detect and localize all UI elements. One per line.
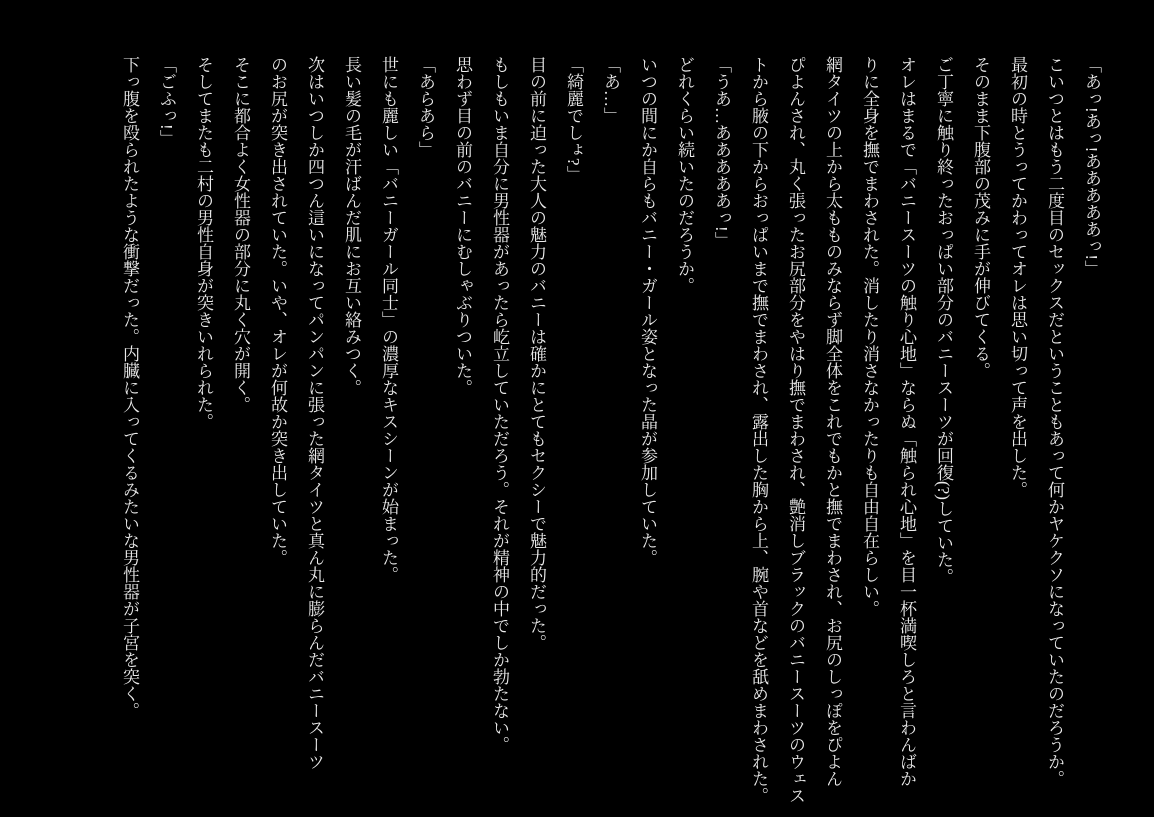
text-line: 目の前に迫った大人の魅力のバニーは確かにとてもセクシーで魅力的だった。	[527, 56, 546, 651]
text-line: 網タイツの上から太もものみならず脚全体をこれでもかと撫でまわされ、お尻のしっぽをぴよん	[823, 56, 842, 787]
text-line: そこに都合よく女性器の部分に丸く穴が開く。	[231, 56, 250, 413]
text-line: どれくらい続いたのだろうか。	[675, 56, 694, 294]
text-line: トから腋の下からおっぱいまで撫でまわされ、露出した胸から上、腕や首などを舐めまわされた。	[749, 56, 768, 804]
text-line: ご丁寧に触り終ったおっぱい部分のバニースーツが回復(?)していた。	[934, 56, 953, 585]
text-line: 「うあ…あああああっ!」	[712, 56, 731, 249]
text-line: オレはまるで「バニースーツの触り心地」ならぬ「触られ心地」を目一杯満喫しろと言わんばか	[897, 56, 916, 787]
text-line: 長い髪の毛が汗ばんだ肌にお互い絡みつく。	[342, 56, 361, 396]
text-line: 次はいつしか四つん這いになってパンパンに張った網タイツと真ん丸に膨らんだバニースーツ	[305, 56, 324, 770]
text-line: 「あっ!あっ!あああああっ!」	[1082, 56, 1101, 277]
text-line: 世にも麗しい「バニーガール同士」の濃厚なキスシーンが始まった。	[379, 56, 398, 583]
story-text	[20, 56, 1110, 807]
text-line: ぴよんされ、丸く張ったお尻部分をやはり撫でまわされ、艶消しブラックのバニースーツのウェス	[786, 56, 805, 804]
text-line: そのまま下腹部の茂みに手が伸びてくる。	[971, 56, 990, 379]
text-line: そしてまたも二村の男性自身が突きいれられた。	[194, 56, 213, 430]
text-line: 「綺麗でしょ?」	[564, 56, 583, 183]
text-line: のお尻が突き出されていた。いや、オレが何故か突き出していた。	[268, 56, 287, 566]
text-line: 思わず目の前のバニーにむしゃぶりついた。	[453, 56, 472, 396]
text-line: 「ごふっ!」	[157, 56, 176, 147]
text-line: いつの間にか自らもバニー・ガール姿となった晶が参加していた。	[638, 56, 657, 566]
text-line: 最初の時とうってかわってオレは思い切って声を出した。	[1008, 56, 1027, 498]
text-line: 「あ…」	[601, 56, 620, 124]
text-line: りに全身を撫でまわされた。消したり消さなかったりも自由自在らしい。	[860, 56, 879, 617]
text-line: こいつとはもう二度目のセックスだということもあって何かヤケクソになっていたのだろうか。	[1045, 56, 1064, 787]
text-line: もしもいま自分に男性器があったら屹立していただろう。それが精神の中でしか勃たない。	[490, 56, 509, 753]
text-line: 「あらあら」	[416, 56, 435, 158]
text-line: 下っ腹を殴られたような衝撃だった。内臓に入ってくるみたいな男性器が子宮を突く。	[120, 56, 139, 719]
